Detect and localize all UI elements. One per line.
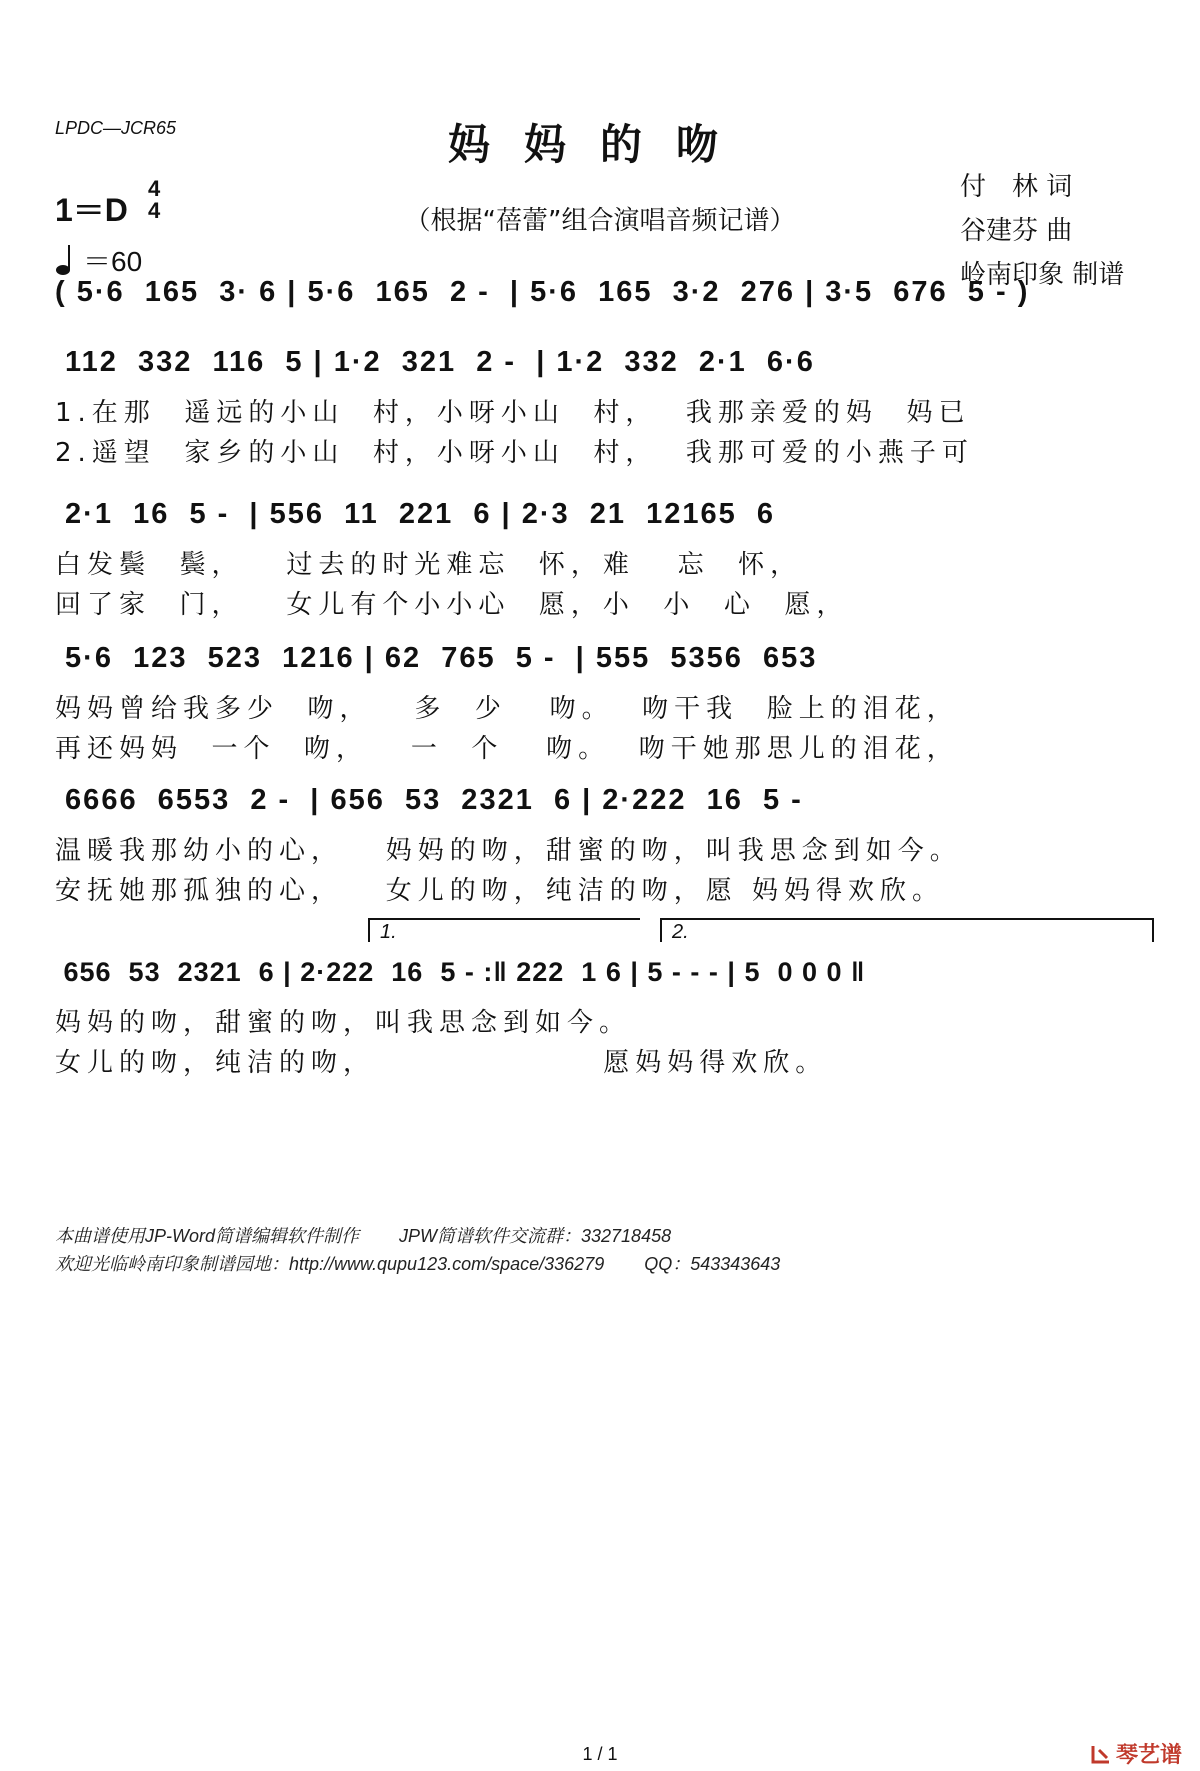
tempo-value: ＝60: [83, 246, 143, 277]
time-signature: [148, 178, 160, 222]
brand-icon: [1090, 1743, 1112, 1765]
notes-line: 2·1 16 5 - | 556 11 221 6 | 2·3 21 12165 6: [55, 498, 775, 530]
time-top: 4: [148, 176, 161, 201]
lyrics-verse-1: 白发鬓 鬓， 过去的时光难忘 怀，难 忘 怀，: [55, 550, 803, 580]
notes-line: 112 332 116 5 | 1·2 321 2 - | 1·2 332 2·1 6·6: [55, 346, 815, 378]
lyricist: 付 林 词: [960, 172, 1073, 202]
volta-second-bracket: 2.: [660, 918, 1154, 942]
notes-line: 6666 6553 2 - | 656 53 2321 6 | 2·222 16 5 -: [55, 784, 803, 816]
footer-line-1: 本曲谱使用JP-Word简谱编辑软件制作 JPW简谱软件交流群：332718458: [55, 1226, 672, 1246]
lyrics-verse-2: 女儿的吻，纯洁的吻， 愿妈妈得欢欣。: [55, 1048, 828, 1078]
score-code: LPDC—JCR65: [55, 118, 177, 138]
volta-second: [660, 918, 1155, 942]
lyrics-verse-2: 2.遥望 家乡的小山 村，小呀小山 村， 我那可爱的小燕子可: [55, 438, 974, 468]
brand-name: 琴艺谱: [1116, 1743, 1183, 1768]
volta-first: [368, 918, 648, 942]
lyrics-verse-2: 再还妈妈 一个 吻， 一 个 吻。 吻干她那思儿的泪花，: [55, 734, 959, 764]
lyrics-verse-1: 1.在那 遥远的小山 村，小呀小山 村， 我那亲爱的妈 妈已: [55, 398, 971, 428]
song-subtitle: （根据“蓓蕾”组合演唱音频记谱）: [404, 206, 796, 236]
lyrics-verse-2: 回了家 门， 女儿有个小小心 愿，小 小 心 愿，: [55, 590, 849, 620]
lyrics-verse-1: 妈妈曾给我多少 吻， 多 少 吻。 吻干我 脸上的泪花，: [55, 694, 959, 724]
brand-logo: [1090, 1738, 1182, 1769]
page-number: 1 / 1: [582, 1744, 618, 1764]
volta-first-bracket: 1.: [368, 918, 640, 942]
notes-line: 5·6 123 523 1216 | 62 765 5 - | 555 5356 653: [55, 642, 818, 674]
notes-line: ( 5·6 165 3· 6 | 5·6 165 2 - | 5·6 165 3·2 276 | 3·5 676 5 - ): [55, 276, 1030, 308]
lyrics-verse-2: 安抚她那孤独的心， 女儿的吻，纯洁的吻，愿 妈妈得欢欣。: [55, 876, 945, 906]
lyrics-verse-1: 妈妈的吻，甜蜜的吻，叫我思念到如今。: [55, 1008, 632, 1038]
time-bottom: 4: [148, 198, 161, 223]
composer: 谷建芬 曲: [960, 216, 1073, 246]
notes-line: 656 53 2321 6 | 2·222 16 5 - :‖ 222 1 6 | 5 - - - | 5 0 0 0 ‖: [55, 957, 866, 987]
key-signature: 1＝D: [55, 192, 128, 228]
song-title: 妈妈的吻: [447, 120, 752, 169]
footer-line-2: 欢迎光临岭南印象制谱园地：http://www.qupu123.com/space/336279 QQ：543343643: [55, 1254, 781, 1274]
arranger: 岭南印象 制谱: [960, 260, 1125, 290]
lyrics-verse-1: 温暖我那幼小的心， 妈妈的吻，甜蜜的吻，叫我思念到如今。: [55, 836, 962, 866]
